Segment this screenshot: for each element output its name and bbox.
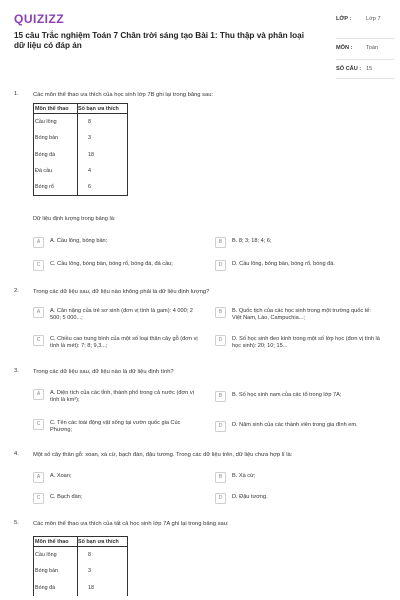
table-cell-count — [78, 147, 127, 163]
option-text: B. 8; 3; 18; 4; 6; — [232, 238, 272, 244]
option-b[interactable] — [215, 391, 385, 402]
option-badge: B — [215, 307, 226, 318]
table-cell-count — [78, 179, 127, 195]
question-number: 1. — [14, 91, 19, 97]
subject-row — [336, 41, 394, 60]
table-cell-count — [78, 163, 127, 179]
subject-label: MÔN : — [336, 45, 353, 51]
option-text: A. Cầu lông, bóng bàn; — [50, 238, 108, 244]
table-cell-sport: Bóng bàn — [34, 563, 78, 579]
option-badge: C — [33, 260, 44, 271]
option-text: D. Đậu tương. — [232, 494, 268, 500]
table-value: 18 — [88, 151, 94, 158]
option-b[interactable] — [215, 237, 385, 248]
table-cell-sport: Bóng bàn — [34, 130, 78, 146]
option-badge: A — [33, 237, 44, 248]
option-d[interactable] — [215, 335, 380, 350]
option-badge: D — [215, 335, 226, 346]
table-value: 3 — [88, 135, 91, 142]
table-cell-sport: Cầu lông — [34, 547, 78, 563]
table-cell-count — [78, 130, 127, 146]
count-value: 15 — [366, 66, 373, 72]
table-value: 18 — [88, 584, 94, 591]
option-c[interactable] — [33, 493, 198, 504]
table-cell-sport: Bóng đá — [34, 580, 78, 596]
subject-value: Toán — [366, 45, 379, 51]
option-text: C. Cầu lông, bóng bàn, bóng rổ, bóng đá, đá cầu; — [50, 261, 173, 267]
table-header-count: Số bạn ưa thích — [78, 537, 127, 547]
option-a[interactable] — [33, 237, 203, 248]
meta-box — [336, 14, 394, 79]
option-text: D. Số học sinh đeo kính trong một số lớp học (đơn vị tính là học sinh): 20; 10; 15... — [232, 336, 380, 349]
option-text: D. Cầu lông, bóng bàn, bóng rổ, bóng đá. — [232, 261, 335, 267]
option-badge: C — [33, 493, 44, 504]
option-badge: D — [215, 260, 226, 271]
grade-label: LỚP : — [336, 16, 352, 22]
option-text: A. Cân nặng của trẻ sơ sinh (đơn vị tính là gam): 4 000; 2 500; 5 000...; — [50, 308, 193, 321]
option-d[interactable] — [215, 421, 390, 432]
option-badge: C — [33, 335, 44, 346]
question-text: Các môn thể thao ưa thích của tất cả học sinh lớp 7A ghi lại trong bảng sau: — [33, 521, 229, 527]
option-c[interactable] — [33, 335, 198, 350]
option-badge: C — [33, 419, 44, 430]
question-text: Trong các dữ liệu sau, dữ liệu nào là dữ liệu định tính? — [33, 369, 174, 375]
table-row — [34, 580, 127, 596]
table-cell-count — [78, 114, 127, 130]
table-header-sport: Môn thể thao — [34, 104, 78, 114]
option-badge: D — [215, 421, 226, 432]
table-header-row — [34, 104, 127, 114]
grade-row — [336, 14, 394, 39]
question-number: 2. — [14, 288, 19, 294]
option-d[interactable] — [215, 260, 390, 271]
table-value: 8 — [88, 552, 91, 558]
option-b[interactable] — [215, 307, 380, 322]
table-cell-sport: Bóng rổ — [34, 179, 78, 195]
option-text: A. Diện tích của các tỉnh, thành phố trong cả nước (đơn vị tính là km²); — [50, 390, 194, 403]
table-cell-count — [78, 547, 127, 563]
table-value: 3 — [88, 568, 91, 575]
question-note: Dữ liệu định lượng trong bảng là: — [33, 216, 116, 222]
option-text: D. Năm sinh của các thành viên trong gia đình em. — [232, 422, 358, 428]
table-row — [34, 114, 127, 130]
option-text: C. Chiều cao trung bình của một số loại thân cây gỗ (đơn vị tính là mét): 7; 8; 9,3...; — [50, 336, 198, 349]
option-c[interactable] — [33, 419, 198, 434]
count-row — [336, 62, 394, 79]
option-badge: A — [33, 307, 44, 318]
option-a[interactable] — [33, 472, 198, 483]
option-text: B. Số học sinh nam của các tổ trong lớp 7A; — [232, 392, 342, 398]
table-header-sport: Môn thể thao — [34, 537, 78, 547]
option-badge: B — [215, 237, 226, 248]
option-text: A. Xoan; — [50, 473, 72, 479]
table-cell-count — [78, 580, 127, 596]
table-row — [34, 179, 127, 195]
question-number: 3. — [14, 368, 19, 374]
table-row — [34, 563, 127, 579]
table-row — [34, 130, 127, 146]
table-value: 8 — [88, 119, 91, 125]
worksheet-title: 15 câu Trắc nghiệm Toán 7 Chân trời sáng tạo Bài 1: Thu thập và phân loại dữ liệu có đáp án — [14, 31, 305, 50]
option-b[interactable] — [215, 472, 380, 483]
option-text: C. Tên các loài động vật sống tại vườn quốc gia Cúc Phương; — [50, 420, 181, 433]
grade-value: Lớp 7 — [366, 16, 381, 22]
table-row — [34, 547, 127, 563]
count-label: SỐ CÂU : — [336, 66, 362, 72]
option-badge: D — [215, 493, 226, 504]
option-d[interactable] — [215, 493, 380, 504]
option-badge: A — [33, 389, 44, 400]
option-badge: A — [33, 472, 44, 483]
option-a[interactable] — [33, 389, 198, 404]
table-cell-count — [78, 563, 127, 579]
question-text: Trong các dữ liệu sau, dữ liệu nào không phải là dữ liệu định lượng? — [33, 289, 210, 295]
quizizz-logo: QUIZIZZ — [14, 12, 65, 26]
table-cell-sport: Đá cầu — [34, 163, 78, 179]
table-cell-sport: Cầu lông — [34, 114, 78, 130]
sports-table — [33, 103, 128, 196]
table-cell-sport: Bóng đá — [34, 147, 78, 163]
question-text: Các môn thể thao ưa thích của học sinh lớp 7B ghi lại trong bảng sau: — [33, 92, 214, 98]
option-badge: B — [215, 472, 226, 483]
option-badge: B — [215, 391, 226, 402]
worksheet-header — [0, 0, 400, 74]
option-text: C. Bạch đàn; — [50, 494, 83, 500]
table-row — [34, 163, 127, 179]
question-number: 5. — [14, 520, 19, 526]
question-text: Một số cây thân gỗ: xoan, xà cừ, bạch đàn, đậu tương. Trong các dữ liệu trên, dữ liệu chưa hợp lí là: — [33, 452, 293, 458]
table-value: 4 — [88, 167, 91, 174]
table-row — [34, 147, 127, 163]
table-value: 6 — [88, 184, 91, 191]
sports-table-2 — [33, 536, 128, 596]
option-a[interactable] — [33, 307, 198, 322]
table-header-count: Số bạn ưa thích — [78, 104, 127, 114]
option-text: B. Quốc tịch của các học sinh trong một trường quốc tế: Việt Nam, Lào, Campuchia...; — [232, 308, 371, 321]
option-c[interactable] — [33, 260, 208, 271]
question-number: 4. — [14, 451, 19, 457]
table-header-row — [34, 537, 127, 547]
option-text: B. Xà cừ; — [232, 473, 256, 479]
